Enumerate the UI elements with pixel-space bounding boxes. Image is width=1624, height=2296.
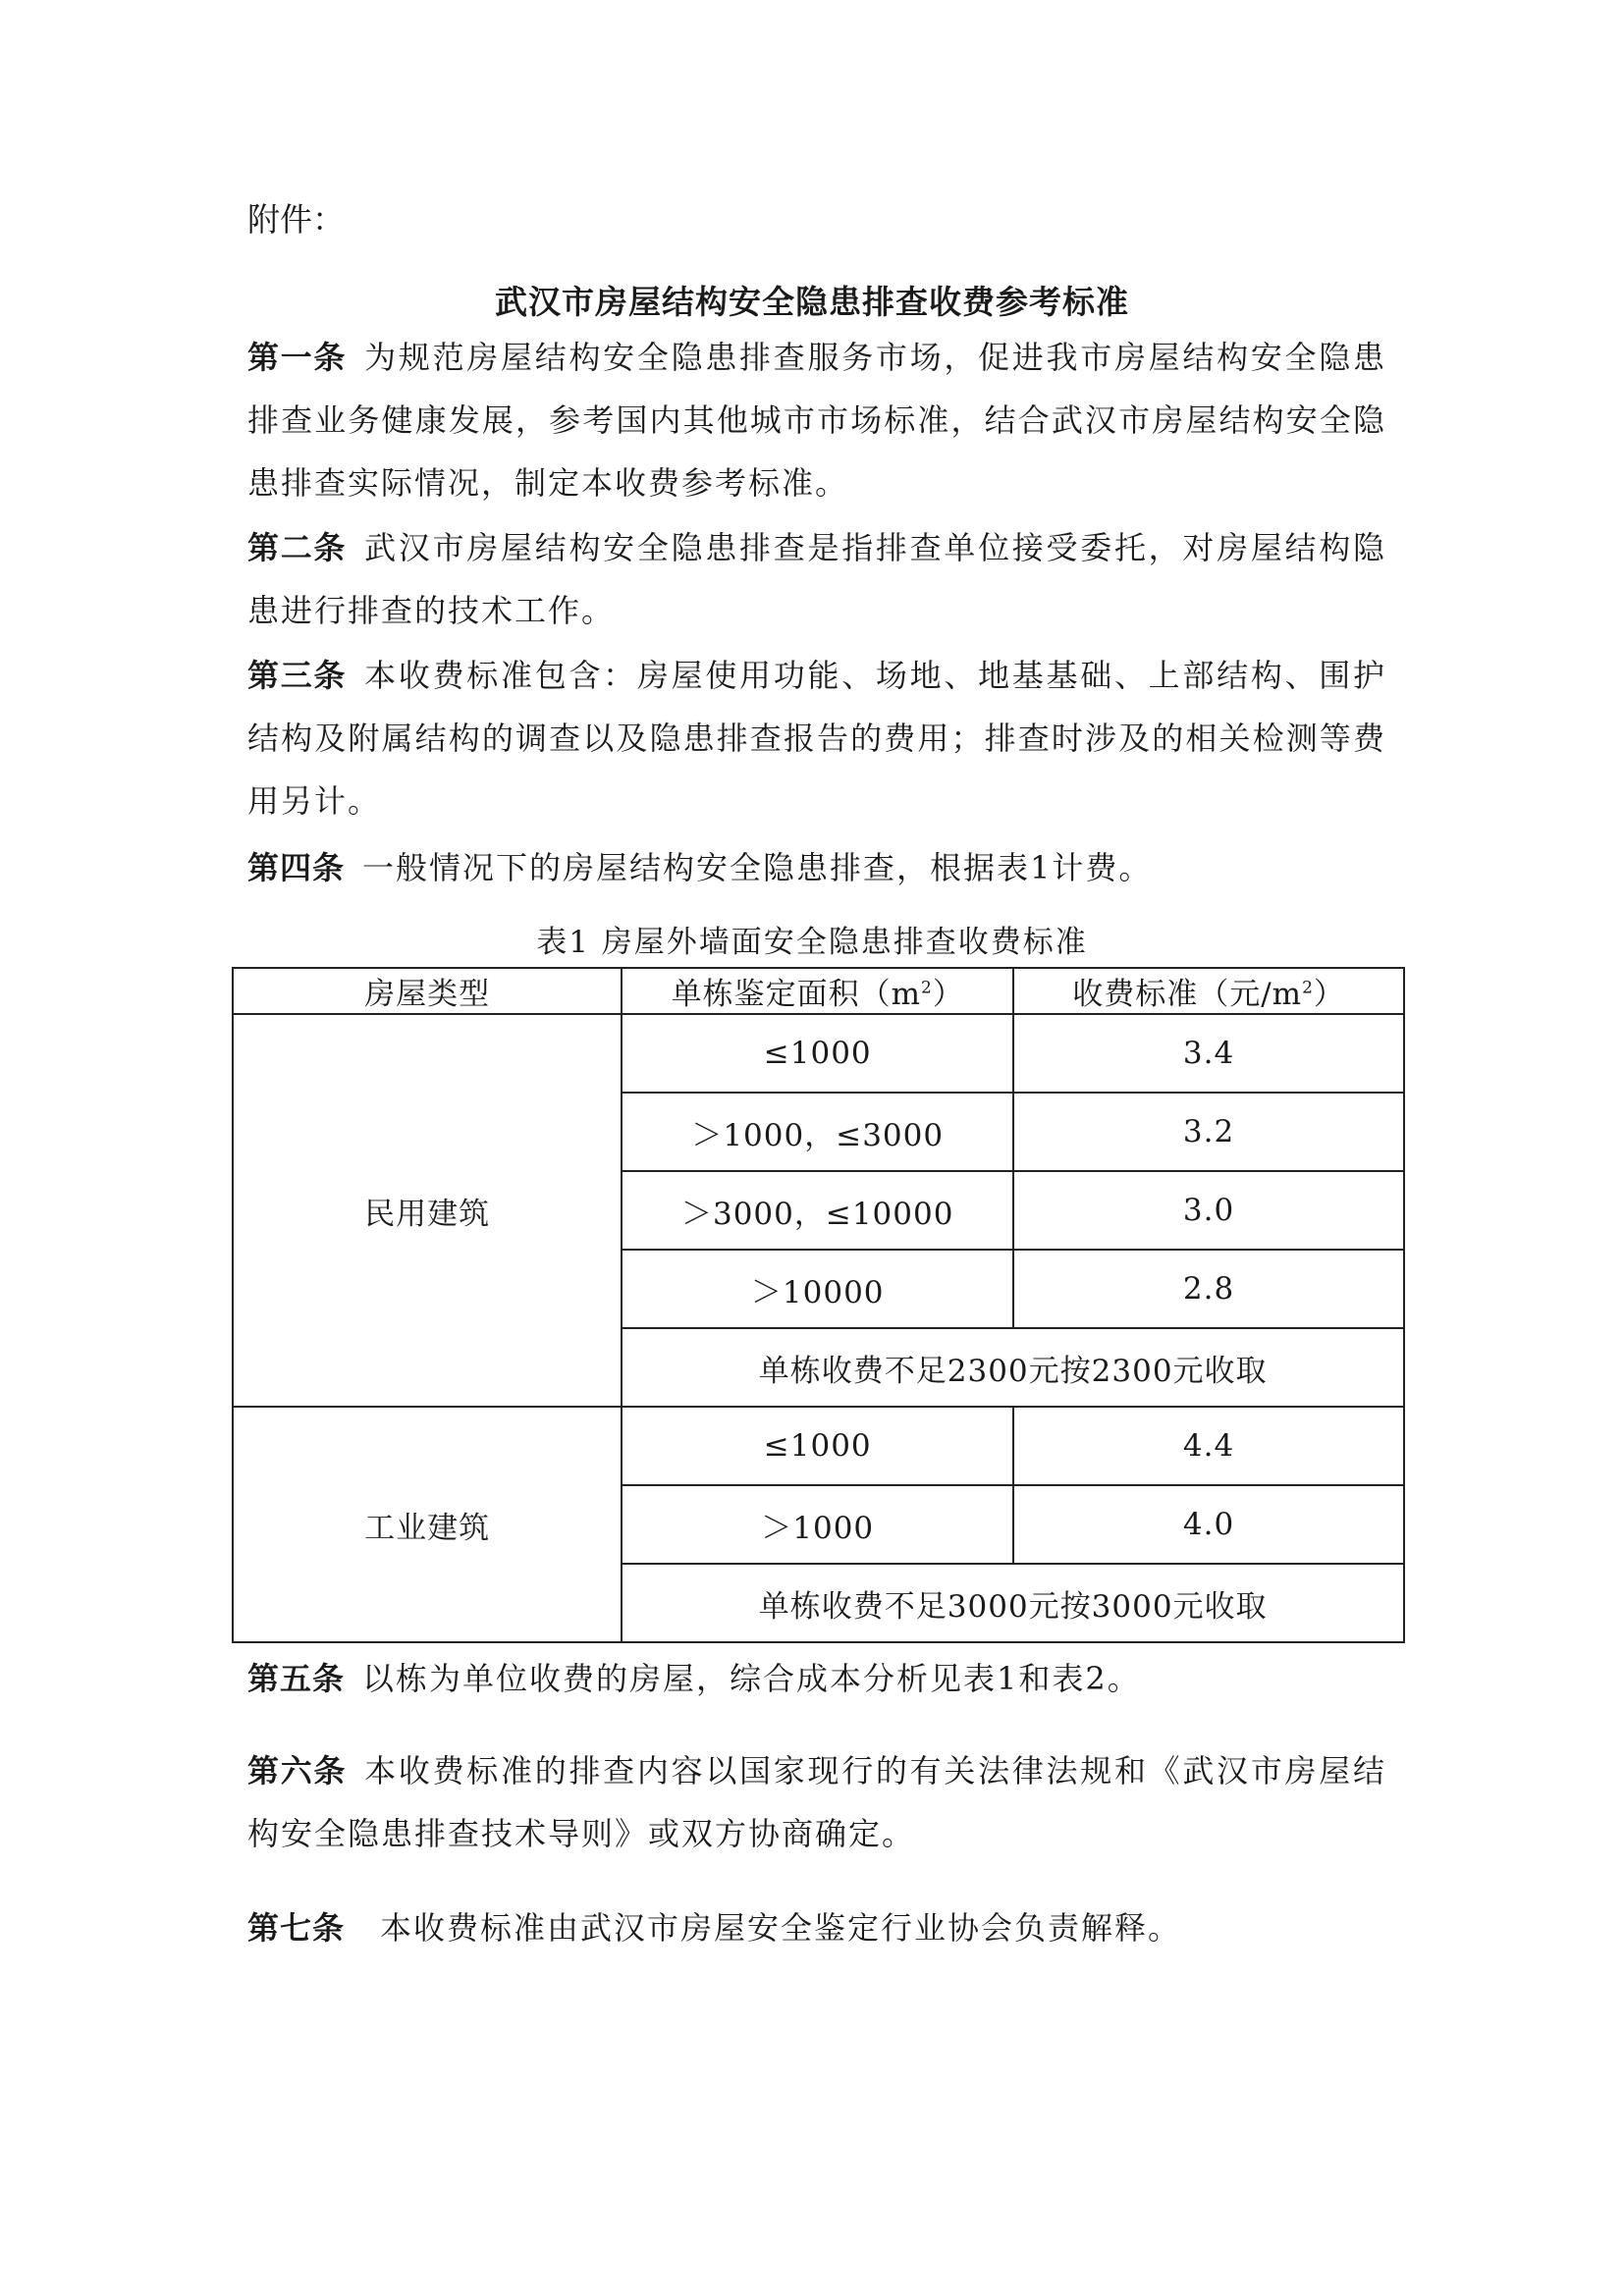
article-text: 本收费标准由武汉市房屋安全鉴定行业协会负责解释。	[380, 1909, 1182, 1947]
header-area: 单栋鉴定面积$(m^2)$	[622, 968, 1013, 1014]
article-4	[247, 836, 1386, 899]
area-cell: ≤1000	[622, 1014, 1013, 1093]
area-cell: ＞1000，≤3000	[622, 1093, 1013, 1171]
fee-cell: 3.0	[1013, 1171, 1404, 1250]
table-row	[233, 1407, 1404, 1485]
fee-cell: 3.4	[1013, 1014, 1404, 1093]
article-number: 第二条	[247, 529, 348, 566]
article-1	[247, 326, 1386, 514]
fee-cell: 2.8	[1013, 1250, 1404, 1328]
fee-cell: 3.2	[1013, 1093, 1404, 1171]
minimum-fee-note: 单栋收费不足3000元按3000元收取	[622, 1564, 1404, 1642]
article-text: 本收费标准的排查内容以国家现行的有关法律法规和《武汉市房屋结构安全隐患排查技术导则》或双方协商确定。	[247, 1752, 1386, 1852]
article-text: 一般情况下的房屋结构安全隐患排查，根据表1计费。	[362, 849, 1153, 886]
area-cell: ≤1000	[622, 1407, 1013, 1485]
article-number: 第六条	[247, 1752, 348, 1789]
header-building-type: 房屋类型	[233, 968, 622, 1014]
fee-cell: 4.0	[1013, 1485, 1404, 1564]
attachment-label: 附件：	[247, 200, 345, 239]
article-text: 本收费标准包含：房屋使用功能、场地、地基基础、上部结构、围护结构及附属结构的调查以及隐患排查报告的费用；排查时涉及的相关检测等费用另计。	[247, 657, 1386, 820]
article-7	[247, 1896, 1386, 1959]
article-number: 第五条	[247, 1660, 346, 1697]
article-text: 武汉市房屋结构安全隐患排查是指排查单位接受委托，对房屋结构隐患进行排查的技术工作。	[247, 529, 1386, 629]
article-number: 第一条	[247, 339, 348, 376]
building-type-cell: 民用建筑	[233, 1014, 622, 1407]
table-row	[233, 1014, 1404, 1093]
area-cell: ＞1000	[622, 1485, 1013, 1564]
document-title: 武汉市房屋结构安全隐患排查收费参考标准	[495, 283, 1129, 321]
article-2	[247, 516, 1386, 642]
table-caption: 表1 房屋外墙面安全隐患排查收费标准	[536, 925, 1088, 960]
article-text: 以栋为单位收费的房屋，综合成本分析见表1和表2。	[362, 1660, 1141, 1697]
minimum-fee-note: 单栋收费不足2300元按2300元收取	[622, 1328, 1404, 1407]
article-5	[247, 1647, 1386, 1710]
article-3	[247, 644, 1386, 832]
area-cell: ＞3000，≤10000	[622, 1171, 1013, 1250]
fee-table	[232, 967, 1405, 1643]
article-number: 第四条	[247, 849, 346, 886]
header-fee: 收费标准（元$/m^2$）	[1013, 968, 1404, 1014]
building-type-cell: 工业建筑	[233, 1407, 622, 1642]
article-text: 为规范房屋结构安全隐患排查服务市场，促进我市房屋结构安全隐患排查业务健康发展，参考国内其他城市市场标准，结合武汉市房屋结构安全隐患排查实际情况，制定本收费参考标准。	[247, 339, 1386, 502]
article-number: 第七条	[247, 1909, 346, 1947]
area-cell: ＞10000	[622, 1250, 1013, 1328]
table-header-row	[233, 968, 1404, 1014]
fee-cell: 4.4	[1013, 1407, 1404, 1485]
article-6	[247, 1739, 1386, 1865]
article-number: 第三条	[247, 657, 348, 694]
